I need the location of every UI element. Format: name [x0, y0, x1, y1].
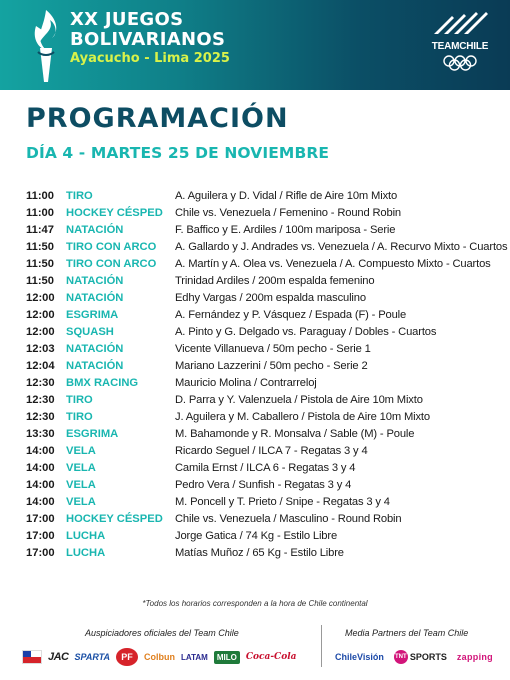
event-time: 12:00 [26, 309, 55, 321]
event-time: 12:30 [26, 394, 55, 406]
event-detail: A. Fernández y P. Vásquez / Espada (F) - Poule [175, 309, 407, 321]
event-sport: VELA [66, 496, 96, 508]
event-time: 12:00 [26, 292, 55, 304]
event-time: 14:00 [26, 496, 55, 508]
pf-logo: PF [116, 648, 138, 666]
schedule-row [26, 426, 496, 443]
event-sport: SQUASH [66, 326, 114, 338]
event-sport: TIRO [66, 394, 93, 406]
schedule-row [26, 392, 496, 409]
event-detail: Jorge Gatica / 74 Kg - Estilo Libre [175, 530, 338, 542]
schedule-row [26, 443, 496, 460]
event-detail: Edhy Vargas / 200m espalda masculino [175, 292, 366, 304]
sponsor-logos [22, 646, 296, 668]
event-sport: ESGRIMA [66, 428, 119, 440]
jac-logo: JAC [48, 651, 69, 663]
event-detail: M. Poncell y T. Prieto / Snipe - Regatas 3 y 4 [175, 496, 390, 508]
schedule-row [26, 341, 496, 358]
event-sport: HOCKEY CÉSPED [66, 207, 163, 219]
event-time: 14:00 [26, 445, 55, 457]
header-banner [0, 0, 510, 90]
event-detail: Mauricio Molina / Contrarreloj [175, 377, 317, 389]
event-detail: A. Gallardo y J. Andrades vs. Venezuela / A. Recurvo Mixto - Cuartos [175, 241, 508, 253]
event-sport: NATACIÓN [66, 343, 124, 355]
tnt-sports-logo [394, 650, 447, 664]
event-time: 13:30 [26, 428, 55, 440]
schedule-list [26, 188, 508, 562]
event-sport: VELA [66, 462, 96, 474]
event-time: 11:47 [26, 224, 54, 236]
event-sport: NATACIÓN [66, 224, 124, 236]
event-detail: Chile vs. Venezuela / Femenino - Round Robin [175, 207, 401, 219]
schedule-row [26, 273, 496, 290]
schedule-row [26, 188, 496, 205]
event-title [70, 10, 230, 68]
event-detail: A. Pinto y G. Delgado vs. Paraguay / Dobles - Cuartos [175, 326, 437, 338]
event-time: 12:04 [26, 360, 55, 372]
schedule-row [26, 460, 496, 477]
event-detail: A. Martín y A. Olea vs. Venezuela / A. Compuesto Mixto - Cuartos [175, 258, 491, 270]
event-sport: ESGRIMA [66, 309, 119, 321]
schedule-row [26, 375, 496, 392]
schedule-row [26, 545, 496, 562]
colbun-logo: Colbun [144, 652, 176, 662]
event-time: 11:50 [26, 258, 54, 270]
event-detail: M. Bahamonde y R. Monsalva / Sable (M) - Poule [175, 428, 415, 440]
event-time: 11:50 [26, 241, 54, 253]
event-time: 17:00 [26, 547, 55, 559]
event-detail: Mariano Lazzerini / 50m pecho - Serie 2 [175, 360, 368, 372]
event-sport: LUCHA [66, 530, 106, 542]
event-sport: TIRO CON ARCO [66, 258, 157, 270]
tnt-logo-icon: TNT [394, 650, 408, 664]
torch-logo-icon [26, 8, 66, 84]
team-chile-logo [428, 10, 492, 80]
event-sport: TIRO [66, 190, 93, 202]
schedule-row [26, 256, 496, 273]
event-name-line2: BOLIVARIANOS [70, 29, 226, 50]
schedule-row [26, 511, 496, 528]
event-detail: Vicente Villanueva / 50m pecho - Serie 1 [175, 343, 371, 355]
timezone-footnote: *Todos los horarios corresponden a la hora de Chile continental [142, 599, 368, 608]
tnt-sports-label: SPORTS [409, 652, 447, 662]
event-name-line1: XX JUEGOS [70, 9, 184, 30]
event-sport: NATACIÓN [66, 292, 124, 304]
event-time: 17:00 [26, 530, 55, 542]
event-time: 14:00 [26, 462, 55, 474]
event-time: 11:00 [26, 190, 54, 202]
zapping-logo: zapping [456, 652, 493, 662]
schedule-row [26, 307, 496, 324]
event-detail: J. Aguilera y M. Caballero / Pistola de Aire 10m Mixto [175, 411, 430, 423]
event-sport: NATACIÓN [66, 360, 124, 372]
schedule-row [26, 205, 496, 222]
event-detail: Matías Muñoz / 65 Kg - Estilo Libre [175, 547, 344, 559]
day-subtitle: DÍA 4 - MARTES 25 DE NOVIEMBRE [26, 144, 330, 162]
event-time: 12:00 [26, 326, 55, 338]
page-title: PROGRAMACIÓN [26, 103, 289, 134]
event-detail: Camila Ernst / ILCA 6 - Regatas 3 y 4 [175, 462, 356, 474]
schedule-row [26, 528, 496, 545]
schedule-row [26, 409, 496, 426]
event-location: Ayacucho - Lima 2025 [70, 51, 230, 66]
event-sport: VELA [66, 445, 96, 457]
event-detail: Chile vs. Venezuela / Masculino - Round Robin [175, 513, 402, 525]
event-detail: A. Aguilera y D. Vidal / Rifle de Aire 10m Mixto [175, 190, 398, 202]
team-chile-label: TEAMCHILE [431, 41, 489, 52]
schedule-row [26, 239, 508, 256]
event-detail: Pedro Vera / Sunfish - Regatas 3 y 4 [175, 479, 352, 491]
event-sport: TIRO [66, 411, 93, 423]
event-sport: LUCHA [66, 547, 106, 559]
media-partner-logos [335, 646, 493, 668]
event-detail: Trinidad Ardiles / 200m espalda femenino [175, 275, 375, 287]
event-detail: F. Baffico y E. Ardiles / 100m mariposa - Serie [175, 224, 396, 236]
event-detail: Ricardo Seguel / ILCA 7 - Regatas 3 y 4 [175, 445, 368, 457]
event-sport: VELA [66, 479, 96, 491]
event-time: 12:30 [26, 377, 55, 389]
event-time: 17:00 [26, 513, 55, 525]
chile-government-logo [22, 650, 42, 664]
sparta-logo: SPARTA [74, 652, 111, 662]
coca-cola-logo: Coca-Cola [245, 652, 297, 662]
schedule-row [26, 494, 496, 511]
media-partners-label: Media Partners del Team Chile [345, 628, 469, 638]
schedule-row [26, 358, 496, 375]
event-sport: HOCKEY CÉSPED [66, 513, 163, 525]
footer-divider [321, 625, 322, 667]
schedule-row [26, 477, 496, 494]
event-time: 14:00 [26, 479, 55, 491]
event-sport: BMX RACING [66, 377, 139, 389]
event-time: 11:00 [26, 207, 54, 219]
olympic-rings-icon [442, 55, 478, 71]
chilevision-logo: ChileVisión [335, 652, 384, 662]
schedule-row [26, 290, 496, 307]
schedule-row [26, 324, 496, 341]
latam-logo: LATAM [181, 652, 208, 662]
event-time: 12:03 [26, 343, 55, 355]
milo-logo: MILO [214, 651, 240, 664]
event-detail: D. Parra y Y. Valenzuela / Pistola de Aire 10m Mixto [175, 394, 423, 406]
event-time: 12:30 [26, 411, 55, 423]
team-chile-mark-icon [430, 10, 490, 38]
event-sport: TIRO CON ARCO [66, 241, 157, 253]
event-sport: NATACIÓN [66, 275, 124, 287]
schedule-row [26, 222, 496, 239]
sponsors-label: Auspiciadores oficiales del Team Chile [85, 628, 239, 638]
event-time: 11:50 [26, 275, 54, 287]
